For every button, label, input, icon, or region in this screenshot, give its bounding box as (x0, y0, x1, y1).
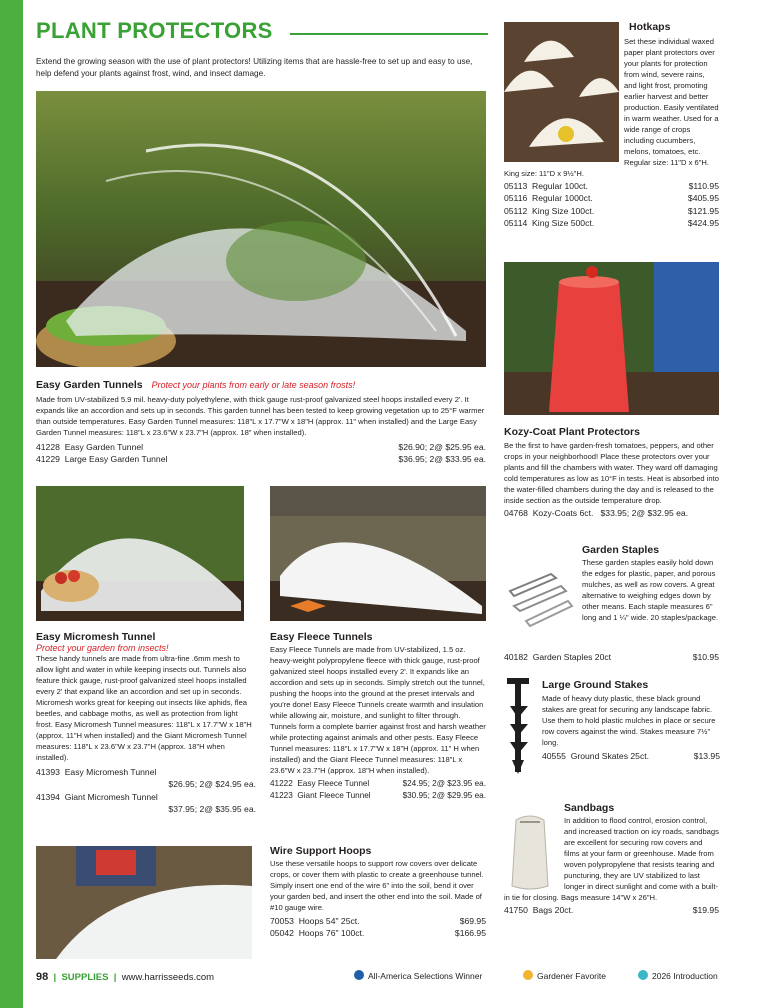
product-price: $10.95 (692, 652, 719, 662)
product-row (270, 915, 486, 927)
fleece-tunnel-photo (270, 486, 486, 621)
micromesh-tunnel-photo (36, 486, 244, 621)
product-price: $19.95 (692, 905, 719, 915)
hoops-description: Use these versatile hoops to support row covers over delicate crops, or cover them with plastic to create a greenhouse tunnel. Simply insert one end of the wire 6" into the soil, bend it over your garden bed, and insert the other end into the soil. Made of #10 gauge wire. (270, 859, 484, 912)
product-row (542, 750, 720, 762)
product-name: Bags 20ct. (532, 905, 574, 915)
product-row (504, 217, 719, 229)
sandbag-photo-spacer (504, 802, 564, 890)
stakes-section (542, 679, 720, 762)
kozy-description: Be the first to have garden-fresh tomatoes, peppers, and other crops in your neighborhood! Place these protectors over your plants and fill the chambers with water. They ward off damaging cold temperatures as low as 10°F in tests. Heat is absorbed into the water-filled chambers during the day and is released to the inside section as the outside temperature drop. (504, 441, 719, 505)
footer-section: SUPPLIES (61, 972, 109, 983)
product-name: Giant Fleece Tunnel (297, 791, 371, 801)
micromesh-tagline: Protect your garden from insects! (36, 643, 169, 653)
staples-price-row (504, 651, 719, 663)
aas-winner-icon (354, 970, 364, 980)
hotkaps-section (504, 36, 719, 230)
garden-staples-image (506, 566, 576, 628)
page-title: PLANT PROTECTORS (36, 18, 273, 43)
product-code: 41750 (504, 905, 528, 915)
product-code: 05116 (504, 193, 528, 204)
product-row (504, 651, 719, 663)
hotkaps-description-text: Set these individual waxed paper plant protectors over your plants for protection from wind, severe rains, and light frost, promoting earlier harvest and better production. Easily ventilated in warm weather. Used for a wide range of crops including cucumbers, melons, tomatoes, etc. (624, 37, 719, 156)
hoops-section (270, 845, 486, 940)
product-row (504, 205, 719, 217)
garden-tunnels-section (36, 379, 486, 466)
garden-tunnels-tagline: Protect your plants from early or late season frosts! (151, 380, 356, 390)
product-row (36, 803, 256, 815)
product-name: Hoops 76" 100ct. (298, 928, 365, 939)
gardener-favorite-icon (523, 970, 533, 980)
product-code: 70053 (270, 916, 294, 926)
product-price: $30.95; 2@ $29.95 ea. (402, 791, 486, 801)
hotkaps-heading-wrap (629, 21, 719, 33)
product-code: 40555 (542, 751, 566, 761)
product-row (270, 778, 486, 790)
product-price: $24.95; 2@ $23.95 ea. (402, 779, 486, 788)
product-row (270, 790, 486, 802)
product-code: 05114 (504, 218, 528, 229)
product-name: Regular 100ct. (532, 181, 588, 191)
footer-url[interactable]: www.harrisseeds.com (121, 972, 215, 983)
product-code: 41394 (36, 791, 60, 802)
product-code: 05112 (504, 205, 528, 216)
product-code: 05042 (270, 928, 294, 939)
product-price: $424.95 (687, 218, 719, 229)
product-row (504, 180, 719, 192)
product-code: 04768 (504, 508, 528, 518)
product-code: 41229 (36, 454, 60, 465)
product-price: $121.95 (687, 205, 719, 216)
product-name: Regular 1000ct. (532, 193, 593, 204)
hotkaps-description (504, 36, 719, 179)
fleece-heading: Easy Fleece Tunnels (270, 631, 373, 643)
footer-legend-aas (354, 970, 482, 981)
stakes-description: Made of heavy duty plastic, these black ground stakes are great for securing any landscape fabric. Use them to hold plastic mulches in place or secure row covers against the wind. Stakes measure 7½" long. (542, 694, 716, 747)
kozy-coat-photo (504, 262, 719, 415)
garden-tunnels-description: Made from UV-stabilized 5.9 mil. heavy-duty polyethylene, with thick gauge rust-proof galvanized steel hoops installed every 2'. It expands like an accordion and sets up in seconds. This garden tunnel has been tested to keep growing vegetation up to 25°F warmer than outside temperatures. Easy Garden Tunnel measures: 118"L x 17.7"W x 18"H (approx. 11" when installed) and the Large Easy Garden Tunnel measures: 118"L x 23.6"W x 23.7"H (approx. 18" when installed). (36, 395, 485, 437)
product-name: Easy Fleece Tunnel (297, 779, 370, 788)
product-code: 41393 (36, 767, 60, 777)
ground-stake-image (504, 676, 534, 776)
sandbags-section (504, 802, 719, 916)
product-name: Hoops 54" 25ct. (298, 916, 360, 926)
product-price: $26.90; 2@ $25.95 ea. (398, 442, 486, 452)
green-sidebar-bar (0, 0, 23, 1008)
staples-section (582, 544, 722, 623)
garden-tunnels-heading: Easy Garden Tunnels (36, 379, 143, 391)
legend-label: Gardener Favorite (537, 971, 606, 981)
product-name: Easy Micromesh Tunnel (64, 767, 157, 777)
footer-divider: | (111, 972, 120, 983)
sandbags-heading: Sandbags (564, 802, 615, 814)
sandbags-description: In addition to flood control, erosion control, and increased traction on icy roads, sandbags are excellent for securing row covers and films at your farm or greenhouse. Made from woven polypropylene that resists tearing and puncturing, they are UV stabilized to last longer in direct sunlight and come with a built-in tie for closing. Bags measure 14"W x 26"H. (504, 816, 719, 902)
fleece-section (270, 631, 486, 803)
product-price: $13.95 (693, 751, 720, 761)
product-name: Giant Micromesh Tunnel (64, 791, 158, 802)
product-code: 41228 (36, 442, 60, 452)
sandbags-description-wrap (504, 802, 719, 903)
product-row (36, 453, 486, 465)
product-code: 40182 (504, 652, 528, 662)
new-introduction-icon (638, 970, 648, 980)
product-row (36, 791, 256, 803)
product-name: Easy Garden Tunnel (64, 442, 144, 452)
footer-legend-intro (638, 970, 718, 981)
product-price: $405.95 (687, 193, 719, 204)
product-name: Kozy-Coats 6ct. (532, 508, 594, 518)
product-price: $37.95; 2@ $35.95 ea. (168, 804, 256, 815)
product-row (504, 507, 719, 519)
intro-text: Extend the growing season with the use of plant protectors! Utilizing items that are hassle-free to set up and easy to use, help defend your plants against frost, wind, and insect damage. (36, 57, 473, 78)
micromesh-heading: Easy Micromesh Tunnel (36, 631, 156, 643)
product-price: $26.95; 2@ $24.95 ea. (168, 779, 256, 790)
product-row (36, 778, 256, 790)
kozy-section (504, 426, 719, 519)
product-name: Large Easy Garden Tunnel (64, 454, 168, 465)
product-row (36, 766, 256, 778)
footer-divider: | (50, 972, 59, 983)
fleece-description: Easy Fleece Tunnels are made from UV-stabilized, 1.5 oz. heavy-weight polypropylene fleece with thick gauge, rust-proof galvanized steel hoops installed every 2'. It expands like an accordion and sets up in seconds. Simply stretch out the tunnel, pushing the hoops into the ground at the preset intervals and you're done! Easy Fleece Tunnels create warmth and insulation while allowing air, moisture, and sunlight to filter through. Tunnels form a complete barrier against frost and harsh weather while protecting against animals and other pests. Easy Fleece Tunnel measures: 118"L x 17.7"W x 18"H (approx. 11" H when installed) and the Giant Fleece Tunnel measures: 118"L x 23.6"W x 23.7"H (approx. 18"H when installed). (270, 645, 486, 775)
product-code: 05113 (504, 181, 528, 191)
product-price: $36.95; 2@ $33.95 ea. (398, 454, 486, 465)
footer-legend-favorite (523, 970, 606, 981)
row-cover-photo (36, 846, 252, 959)
page-number: 98 (36, 971, 49, 983)
product-row (504, 192, 719, 204)
product-row (504, 904, 719, 916)
product-name: King Size 100ct. (532, 205, 595, 216)
product-row (36, 441, 486, 453)
micromesh-description: These handy tunnels are made from ultra-fine .6mm mesh to allow light and water in while keeping insects out. Tunnels also feature thick gauge, rust-proof galvanized steel hoops installed every 2' that expand like an accordion and set up in seconds. Micromesh works great for keeping out insects like aphids, flea beetles, and cabbage moths, as well as protection from light frost. Easy Micromesh Tunnel measures: 118"L x 17.7"W x 18"H (approx. 11"H when installed) and the Giant Micromesh Tunnel measures: 118"L x 23.6"W x 23.7"H (approx. 18"H when installed). (36, 654, 252, 762)
legend-label: 2026 Introduction (652, 971, 718, 981)
product-price: $33.95; 2@ $32.95 ea. (600, 508, 689, 518)
stakes-heading: Large Ground Stakes (542, 679, 649, 691)
garden-tunnel-photo (36, 91, 486, 367)
product-price: $110.95 (688, 181, 719, 191)
product-name: Garden Staples 20ct (532, 652, 612, 662)
product-code: 41223 (270, 791, 293, 801)
staples-heading: Garden Staples (582, 544, 660, 556)
page-footer (36, 971, 214, 983)
product-price: $69.95 (459, 916, 486, 926)
staples-description: These garden staples easily hold down the edges for plastic, paper, and porous mulches, as well as row covers. A great alternative to weighing edges down by other means. Each staple measures 6" long and 1 ¼" wide. 20 staples/package. (582, 558, 719, 622)
hotkaps-photo-spacer (504, 36, 624, 163)
title-rule (290, 33, 488, 35)
product-code: 41222 (270, 779, 293, 788)
hotkaps-sizes: Regular size: 11"D x 6"H. King size: 11"D x 9½"H. (504, 158, 710, 178)
product-row (270, 927, 486, 939)
product-price: $166.95 (454, 928, 486, 939)
micromesh-section (36, 631, 256, 816)
product-name: Ground Skates 25ct. (570, 751, 650, 761)
hotkaps-heading: Hotkaps (629, 21, 671, 33)
legend-label: All-America Selections Winner (368, 971, 483, 981)
hoops-heading: Wire Support Hoops (270, 845, 372, 857)
kozy-heading: Kozy-Coat Plant Protectors (504, 426, 640, 438)
product-name: King Size 500ct. (532, 218, 595, 229)
